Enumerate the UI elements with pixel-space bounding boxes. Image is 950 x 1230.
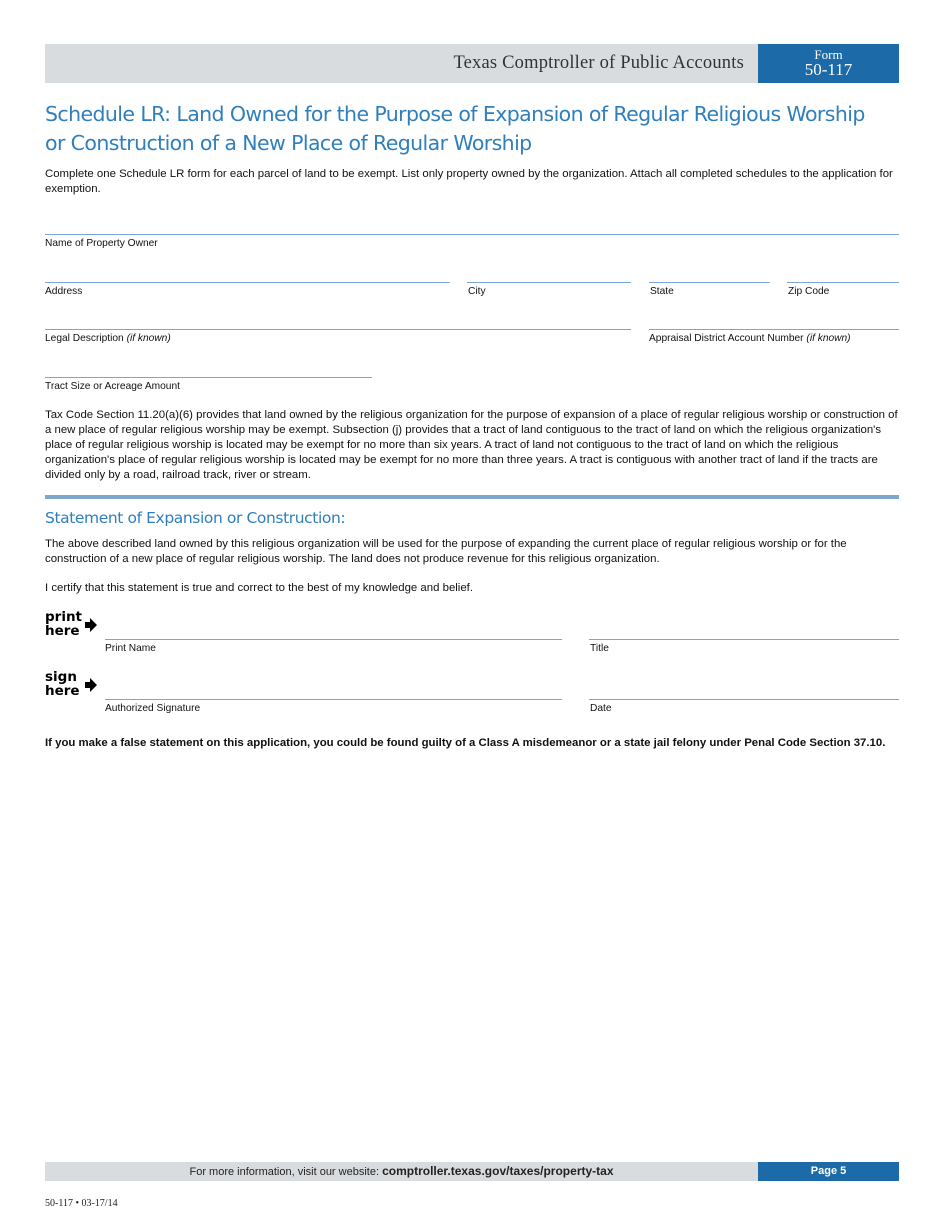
tract-size-field[interactable]: [45, 377, 372, 378]
date-label: Date: [590, 703, 612, 714]
page-number: Page 5: [758, 1162, 899, 1181]
footer-info-text: For more information, visit our website:: [189, 1166, 380, 1178]
form-revision-id: 50-117 • 03-17/14: [45, 1198, 118, 1209]
legal-description-label: Legal Description (if known): [45, 333, 171, 344]
address-label: Address: [45, 286, 83, 297]
form-number: 50-117: [804, 60, 853, 79]
date-field[interactable]: [589, 699, 899, 700]
print-name-field[interactable]: [105, 639, 562, 640]
website-link[interactable]: comptroller.texas.gov/taxes/property-tax: [382, 1164, 614, 1178]
certify-text: I certify that this statement is true and correct to the best of my knowledge and belief.: [45, 582, 473, 594]
appraisal-account-label: Appraisal District Account Number (if known): [649, 333, 851, 344]
title-line-1: Schedule LR: Land Owned for the Purpose of Expansion of Regular Religious Worship: [45, 102, 865, 126]
statement-text: The above described land owned by this religious organization will be used for the purpose of expanding the current place of regular religious worship or for the construction of a new place of regular religious worship. The land does not produce revenue for this religious organization.: [45, 538, 847, 565]
page-title: [45, 100, 905, 157]
tract-size-label: Tract Size or Acreage Amount: [45, 381, 180, 392]
signature-field[interactable]: [105, 699, 562, 700]
sign-here-stamp: sign here: [45, 669, 80, 699]
zip-field[interactable]: [787, 282, 899, 283]
owner-name-field[interactable]: [45, 234, 899, 235]
intro-text: Complete one Schedule LR form for each parcel of land to be exempt. List only property owned by the organization. Attach all completed schedules to the application for exemption.: [45, 168, 893, 195]
city-label: City: [468, 286, 486, 297]
state-field[interactable]: [649, 282, 770, 283]
title-label: Title: [590, 643, 609, 654]
agency-name: Texas Comptroller of Public Accounts: [453, 53, 744, 73]
form-label: Form: [814, 47, 843, 62]
title-line-2: or Construction of a New Place of Regular Worship: [45, 130, 532, 155]
title-field[interactable]: [589, 639, 899, 640]
city-field[interactable]: [467, 282, 631, 283]
appraisal-account-field[interactable]: [649, 329, 899, 330]
address-field[interactable]: [45, 282, 450, 283]
print-arrow-icon: [85, 618, 97, 632]
sign-arrow-icon: [85, 678, 97, 692]
section-divider: [45, 495, 899, 499]
false-statement-warning: If you make a false statement on this application, you could be found guilty of a Class A misdemeanor or a state jail felony under Penal Code Section 37.10.: [45, 737, 886, 749]
owner-name-label: Name of Property Owner: [45, 238, 158, 249]
form-number-box: [758, 44, 899, 83]
authorized-signature-label: Authorized Signature: [105, 703, 201, 714]
zip-label: Zip Code: [788, 286, 830, 297]
print-here-stamp: print here: [45, 609, 83, 639]
tax-code-paragraph: Tax Code Section 11.20(a)(6) provides that land owned by the religious organization for the purpose of expansion of a place of regular religious worship or construction of a new place of regular religious worship may be exempt. Subsection (j) provides that a tract of land contiguous to the tract of land on which the religious organization's place of regular religious worship is located may be exempt for no more than six years. A tract of land not contiguous to the tract of land on which the religious organization's place of regular religious worship is located may be exempt for no more than three years. A tract is contiguous with another tract of land if the tracts are divided only by a road, railroad track, river or stream.: [45, 409, 898, 481]
footer-info: [45, 1162, 758, 1181]
state-label: State: [650, 286, 674, 297]
legal-description-field[interactable]: [45, 329, 631, 330]
statement-heading: Statement of Expansion or Construction:: [45, 509, 346, 527]
print-name-label: Print Name: [105, 643, 156, 654]
